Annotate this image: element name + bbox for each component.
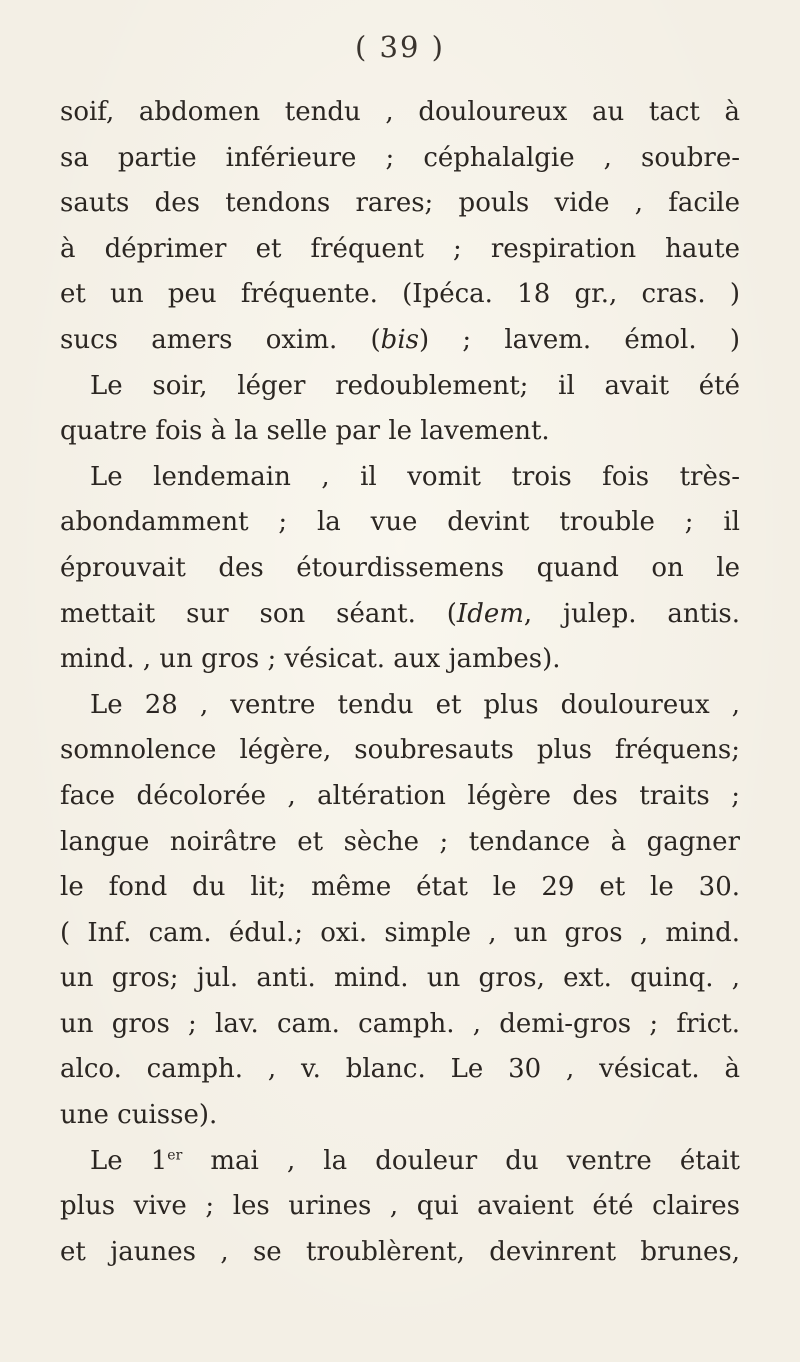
text-line: soif, abdomen tendu , douloureux au tact à — [60, 97, 740, 127]
text-line: sauts des tendons rares; pouls vide , facile — [60, 188, 740, 219]
text-fragment: ) ; lavem. émol. ) — [418, 324, 740, 355]
text-line: alco. camph. , v. blanc. Le 30 , vésicat. à — [60, 1054, 740, 1085]
text-fragment: Le 1 — [90, 1145, 168, 1176]
text-fragment: , julep. antis. — [523, 598, 740, 629]
text-line — [60, 318, 740, 364]
text-line: éprouvait des étourdissemens quand on le — [60, 552, 740, 583]
superscript: er — [167, 1147, 183, 1163]
text-line: somnolence légère, soubresauts plus fréquens; — [60, 735, 740, 766]
text-line: Le 28 , ventre tendu et plus douloureux , — [90, 689, 740, 720]
text-line: plus vive ; les urines , qui avaient été claires — [60, 1191, 740, 1222]
text-line: abondamment ; la vue devint trouble ; il — [60, 507, 740, 538]
text-line: un gros ; lav. cam. camph. , demi-gros ; frict. — [60, 1008, 740, 1039]
text-line: ( Inf. cam. édul.; oxi. simple , un gros , mind. — [60, 917, 740, 948]
text-line: un gros; jul. anti. mind. un gros, ext. quinq. , — [60, 963, 740, 994]
text-line: une cuisse). — [60, 1100, 218, 1131]
text-fragment: mai , la douleur du ventre était — [182, 1145, 740, 1176]
text-line: et jaunes , se troublèrent, devinrent brunes, — [60, 1236, 740, 1267]
text-line: quatre fois à la selle par le lavement. — [60, 416, 550, 447]
text-line: Le lendemain , il vomit trois fois très- — [90, 461, 740, 492]
text-fragment: mettait sur son séant. ( — [60, 598, 457, 629]
text-line: face décolorée , altération légère des traits ; — [60, 780, 740, 811]
text-line: Le soir, léger redoublement; il avait été — [90, 370, 740, 401]
text-line: sa partie inférieure ; céphalalgie , soubre- — [60, 142, 740, 173]
italic-word: Idem — [456, 598, 524, 629]
text-fragment: sucs amers oxim. ( — [60, 324, 381, 355]
page-number: ( 39 ) — [355, 30, 445, 64]
text-line: à déprimer et fréquent ; respiration haute — [60, 233, 740, 264]
text-line: le fond du lit; même état le 29 et le 30. — [60, 872, 740, 903]
italic-word: bis — [380, 324, 419, 355]
text-line: langue noirâtre et sèche ; tendance à gagner — [60, 826, 740, 857]
text-line: mind. , un gros ; vésicat. aux jambes). — [60, 644, 561, 675]
text-line — [60, 1139, 740, 1185]
body-text — [60, 90, 740, 1275]
text-line — [60, 592, 740, 638]
text-line: et un peu fréquente. (Ipéca. 18 gr., cras. ) — [60, 279, 740, 310]
